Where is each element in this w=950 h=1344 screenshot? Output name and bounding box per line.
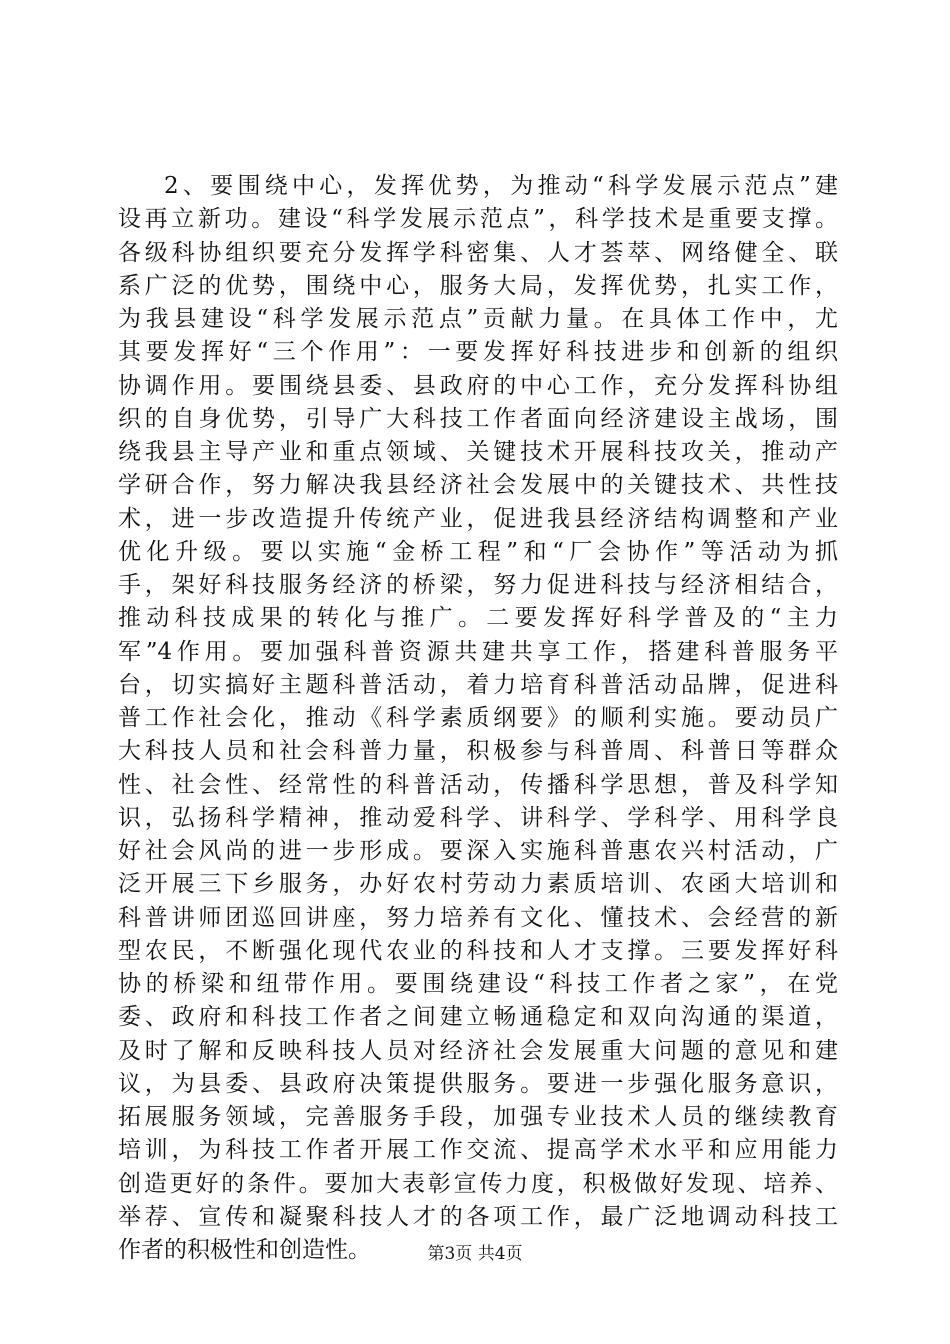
text-line: 拓展服务领域，完善服务手段，加强专业技术人员的继续教育 (118, 1104, 838, 1130)
text-line: 识，弘扬科学精神，推动爱科学、讲科学、学科学、用科学良 (118, 804, 838, 831)
text-line: 议，为县委、县政府决策提供服务。要进一步强化服务意识， (118, 1070, 838, 1097)
text-line: 2、要围绕中心，发挥优势，为推动“科学发展示范点”建 (164, 173, 838, 199)
text-line: 手，架好科技服务经济的桥梁，努力促进科技与经济相结合， (118, 572, 838, 598)
text-line: 创造更好的条件。要加大表彰宣传力度，积极做好发现、培养、 (118, 1170, 838, 1197)
text-line: 学研合作，努力解决我县经济社会发展中的关键技术、共性技 (118, 472, 838, 499)
text-line: 型农民，不断强化现代农业的科技和人才支撑。三要发挥好科 (118, 937, 838, 964)
text-line: 科普讲师团巡回讲座，努力培养有文化、懂技术、会经营的新 (118, 904, 838, 931)
text-line: 协调作用。要围绕县委、县政府的中心工作，充分发挥科协组 (118, 372, 838, 399)
text-line: 台，切实搞好主题科普活动，着力培育科普活动品牌，促进科 (118, 671, 838, 698)
text-line: 为我县建设“科学发展示范点”贡献力量。在具体工作中，尤 (118, 306, 838, 332)
text-line: 术，进一步改造提升传统产业，促进我县经济结构调整和产业 (118, 505, 838, 532)
text-line: 绕我县主导产业和重点领域、关键技术开展科技攻关，推动产 (118, 439, 838, 465)
text-line: 推动科技成果的转化与推广。二要发挥好科学普及的“主力 (118, 605, 838, 632)
text-line: 大科技人员和社会科普力量，积极参与科普周、科普日等群众 (118, 738, 838, 765)
text-line: 作者的积极性和创造性。 (118, 1237, 371, 1263)
text-line: 其要发挥好“三个作用”：一要发挥好科技进步和创新的组织 (118, 339, 838, 366)
text-line: 性、社会性、经常性的科普活动，传播科学思想，普及科学知 (118, 771, 838, 798)
text-line: 协的桥梁和纽带作用。要围绕建设“科技工作者之家”，在党 (118, 971, 838, 997)
text-line: 织的自身优势，引导广大科技工作者面向经济建设主战场，围 (118, 405, 838, 432)
text-line: 委、政府和科技工作者之间建立畅通稳定和双向沟通的渠道， (118, 1004, 838, 1031)
text-line: 好社会风尚的进一步形成。要深入实施科普惠农兴村活动，广 (118, 838, 838, 864)
text-line: 优化升级。要以实施“金桥工程”和“厂会协作”等活动为抓 (118, 538, 838, 565)
body-paragraph (118, 170, 838, 1267)
text-line: 设再立新功。建设“科学发展示范点”，科学技术是重要支撑。 (118, 206, 838, 233)
text-line: 军”4作用。要加强科普资源共建共享工作，搭建科普服务平 (118, 638, 838, 665)
text-line: 普工作社会化，推动《科学素质纲要》的顺利实施。要动员广 (118, 705, 838, 731)
text-line: 各级科协组织要充分发挥学科密集、人才荟萃、网络健全、联 (118, 239, 838, 266)
text-line: 系广泛的优势，围绕中心，服务大局，发挥优势，扎实工作， (118, 272, 838, 299)
page-number-footer: 第3页 共4页 (427, 1244, 523, 1264)
text-line: 举荐、宣传和凝聚科技人才的各项工作，最广泛地调动科技工 (118, 1203, 838, 1230)
text-line: 泛开展三下乡服务，办好农村劳动力素质培训、农函大培训和 (118, 871, 838, 898)
text-line: 培训，为科技工作者开展工作交流、提高学术水平和应用能力 (118, 1137, 838, 1164)
text-line: 及时了解和反映科技人员对经济社会发展重大问题的意见和建 (118, 1037, 838, 1064)
